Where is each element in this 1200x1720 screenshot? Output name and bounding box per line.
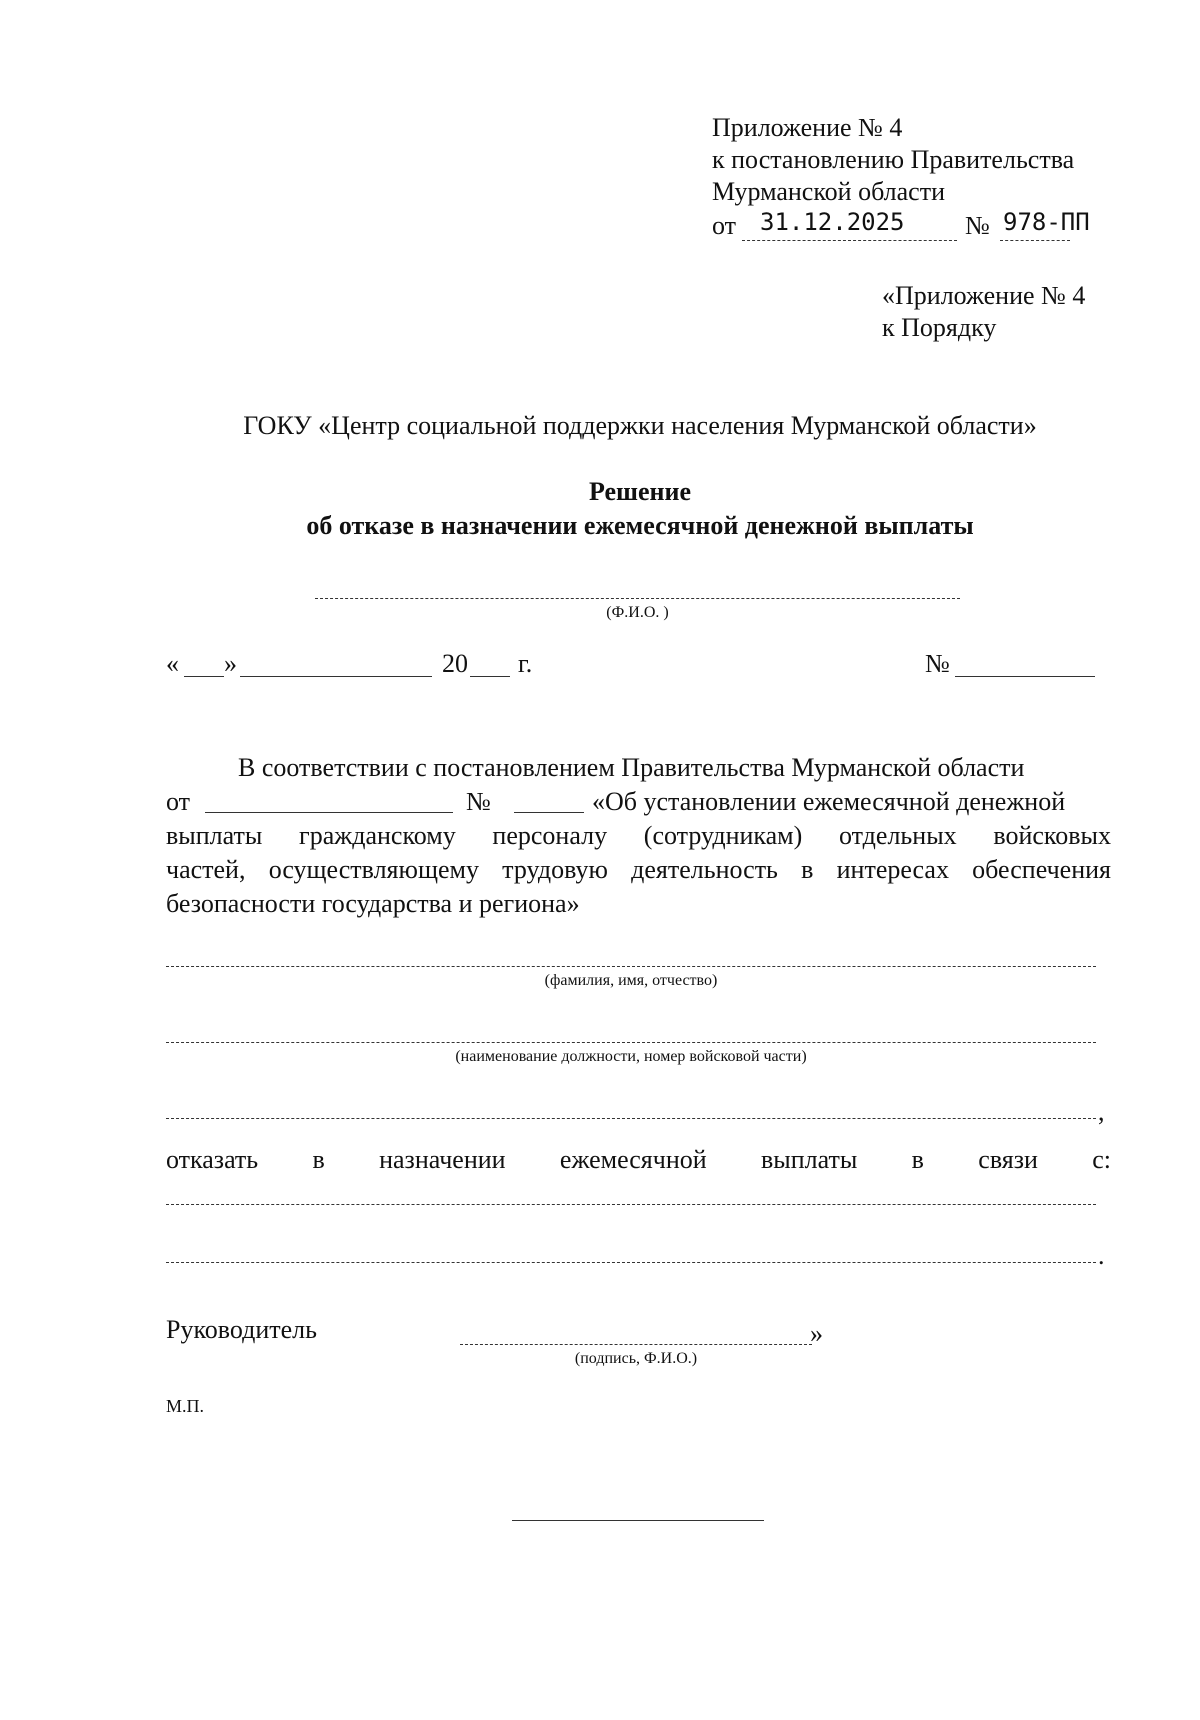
date-year-suffix: г. [518, 649, 533, 678]
header-block [712, 112, 1074, 208]
header-number-label: № [965, 211, 990, 240]
refusal-line [166, 1144, 1111, 1176]
appendix-line-1: «Приложение № 4 [882, 281, 1086, 310]
reason-line-2 [166, 1262, 1096, 1263]
body-number-blank [514, 812, 584, 813]
refusal-word: выплаты [761, 1145, 858, 1174]
reason-line-1 [166, 1204, 1096, 1205]
fio-caption: (Ф.И.О. ) [606, 604, 669, 621]
signature-caption: (подпись, Ф.И.О.) [574, 1350, 698, 1367]
header-date-underline [742, 240, 957, 241]
body-line-5: безопасности государства и региона» [166, 889, 580, 918]
date-number-sign: № [925, 649, 950, 678]
appendix-block [882, 280, 1085, 344]
fio-line [315, 598, 960, 599]
signature-close-quote: » [810, 1319, 823, 1348]
header-number-value: 978-ПП [1003, 208, 1090, 236]
extra-line [166, 1118, 1096, 1119]
date-number-blank [955, 676, 1095, 677]
refusal-word: ежемесячной [559, 1145, 707, 1174]
body-date-blank [205, 812, 453, 813]
header-number-underline [1000, 240, 1070, 241]
refusal-word: в [312, 1145, 325, 1174]
full-name-line [166, 966, 1096, 967]
signature-line [460, 1344, 812, 1345]
refusal-word: назначении [379, 1145, 506, 1174]
date-day-blank [184, 676, 224, 677]
body-line-3: выплаты гражданскому персоналу (сотрудникам) отдельных войсковых [166, 821, 1111, 850]
date-open-quote: « [166, 649, 179, 678]
body-line-4: частей, осуществляющему трудовую деятельность в интересах обеспечения [166, 855, 1111, 884]
document-subtitle: об отказе в назначении ежемесячной денежной выплаты [306, 511, 974, 540]
body-line-2-no: № [466, 787, 491, 816]
refusal-word: в [911, 1145, 924, 1174]
document-title: Решение [588, 477, 692, 506]
body-line-2-rest: «Об установлении ежемесячной денежной [592, 787, 1066, 816]
full-name-caption: (фамилия, имя, отчество) [544, 972, 718, 989]
position-line [166, 1042, 1096, 1043]
date-year-prefix: 20 [442, 649, 468, 678]
reason-period: . [1098, 1241, 1105, 1270]
header-line-1: Приложение № 4 [712, 113, 903, 142]
date-close-quote: » [224, 649, 237, 678]
appendix-line-2: к Порядку [882, 313, 997, 342]
bottom-separator [512, 1520, 764, 1521]
header-line-3: Мурманской области [712, 177, 945, 206]
extra-line-comma: , [1098, 1097, 1105, 1126]
date-month-blank [240, 676, 432, 677]
signature-role: Руководитель [166, 1315, 317, 1344]
stamp-place: М.П. [166, 1396, 205, 1416]
refusal-word: с: [1092, 1145, 1111, 1174]
organization-name: ГОКУ «Центр социальной поддержки населения Мурманской области» [243, 411, 1037, 440]
position-caption: (наименование должности, номер войсковой части) [455, 1048, 807, 1065]
refusal-word: отказать [166, 1145, 259, 1174]
body-line-2-from: от [166, 787, 191, 816]
header-line-2: к постановлению Правительства [712, 145, 1075, 174]
refusal-word: связи [978, 1145, 1038, 1174]
header-date-value: 31.12.2025 [760, 208, 905, 236]
date-year-blank [470, 676, 510, 677]
body-line-1: В соответствии с постановлением Правительства Мурманской области [238, 753, 1025, 782]
header-date-label: от [712, 211, 737, 240]
